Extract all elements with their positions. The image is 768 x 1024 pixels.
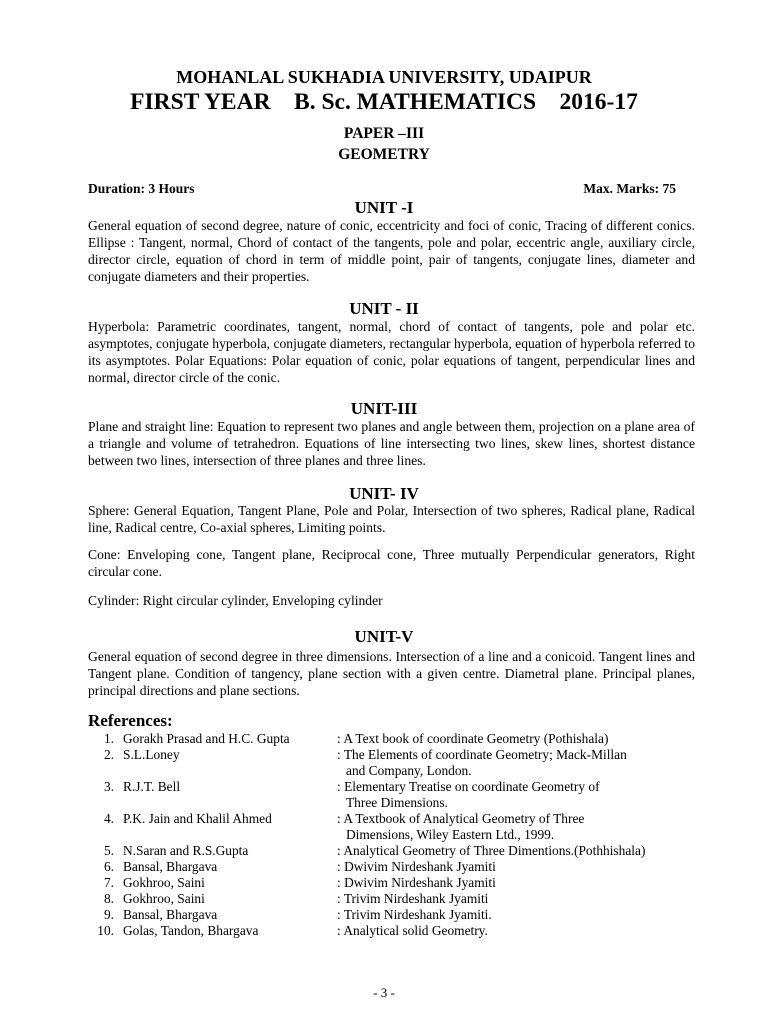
reference-author: Gorakh Prasad and H.C. Gupta bbox=[123, 731, 290, 746]
reference-title-continued: Three Dimensions. bbox=[346, 795, 448, 810]
reference-item bbox=[88, 811, 708, 843]
reference-author: P.K. Jain and Khalil Ahmed bbox=[123, 811, 272, 826]
reference-number: 2. bbox=[103, 747, 114, 762]
unit-1-title: UNIT -I bbox=[354, 198, 414, 217]
reference-author: Gokhroo, Saini bbox=[123, 891, 205, 906]
reference-number: 6. bbox=[103, 859, 114, 874]
unit-4-text-cone: Cone: Enveloping cone, Tangent plane, Reciprocal cone, Three mutually Perpendicular generators, Right circular cone. bbox=[88, 547, 695, 579]
reference-number: 8. bbox=[103, 891, 114, 906]
page-number: - 3 - bbox=[373, 985, 395, 1000]
reference-title: : A Textbook of Analytical Geometry of Three Dimensions, Wiley Eastern Ltd., 1999. bbox=[337, 811, 708, 843]
reference-author: N.Saran and R.S.Gupta bbox=[123, 843, 249, 858]
reference-title: : Elementary Treatise on coordinate Geometry of Three Dimensions. bbox=[337, 779, 708, 811]
reference-title-continued: and Company, London. bbox=[346, 763, 472, 778]
unit-5-title: UNIT-V bbox=[354, 627, 414, 646]
course-title: FIRST YEAR B. Sc. MATHEMATICS 2016-17 bbox=[130, 89, 638, 115]
reference-title: : The Elements of coordinate Geometry; Mack-Millan and Company, London. bbox=[337, 747, 708, 779]
reference-number: 4. bbox=[103, 811, 114, 826]
reference-number: 7. bbox=[103, 875, 114, 890]
reference-item bbox=[88, 907, 708, 923]
reference-item bbox=[88, 747, 708, 779]
references-heading: References: bbox=[88, 711, 173, 730]
reference-title: : Analytical solid Geometry. bbox=[337, 923, 488, 938]
reference-number: 3. bbox=[103, 779, 114, 794]
paper-number: PAPER –III bbox=[343, 125, 425, 142]
reference-number: 5. bbox=[103, 843, 114, 858]
unit-2-title: UNIT - II bbox=[349, 299, 419, 318]
reference-number: 10. bbox=[97, 923, 114, 938]
reference-title-continued: Dimensions, Wiley Eastern Ltd., 1999. bbox=[346, 827, 555, 842]
subject-title: GEOMETRY bbox=[338, 146, 430, 163]
reference-number: 9. bbox=[103, 907, 114, 922]
duration: Duration: 3 Hours bbox=[88, 181, 195, 196]
reference-author: Gokhroo, Saini bbox=[123, 875, 205, 890]
reference-item bbox=[88, 891, 708, 907]
reference-title: : Analytical Geometry of Three Dimentions.(Pothhishala) bbox=[337, 843, 646, 858]
reference-item bbox=[88, 923, 708, 939]
reference-title: : Trivim Nirdeshank Jyamiti. bbox=[337, 907, 492, 922]
max-marks: Max. Marks: 75 bbox=[583, 181, 676, 196]
reference-title: : Dwivim Nirdeshank Jyamiti bbox=[337, 875, 496, 890]
reference-author: Golas, Tandon, Bhargava bbox=[123, 923, 259, 938]
reference-item bbox=[88, 859, 708, 875]
unit-4-text-cylinder: Cylinder: Right circular cylinder, Enveloping cylinder bbox=[88, 593, 383, 608]
reference-title: : A Text book of coordinate Geometry (Pothishala) bbox=[337, 731, 609, 746]
unit-2-text: Hyperbola: Parametric coordinates, tangent, normal, chord of contact of tangents, pole and polar etc. asymptotes, conjugate hyperbola, conjugate diameters, rectangular hyperbola, equation of hyperbola referred to its asymptotes. Polar Equations: Polar equation of conic, polar equations of tangent, perpendicular lines and normal, director circle of the conic. bbox=[88, 319, 695, 385]
unit-1-text: General equation of second degree, nature of conic, eccentricity and foci of conic, Tracing of different conics. Ellipse : Tangent, normal, Chord of contact of the tangents, pole and polar, eccentric angle, auxiliary circle, director circle, equation of chord in term of middle point, pair of tangents, conjugate lines, diameter and conjugate diameters and their properties. bbox=[88, 218, 695, 284]
references-list bbox=[88, 731, 708, 939]
reference-author: Bansal, Bhargava bbox=[123, 859, 218, 874]
reference-item bbox=[88, 731, 708, 747]
reference-number: 1. bbox=[103, 731, 114, 746]
unit-4-text-sphere: Sphere: General Equation, Tangent Plane, Pole and Polar, Intersection of two spheres, Radical plane, Radical line, Radical centre, Co-axial spheres, Limiting points. bbox=[88, 503, 695, 535]
reference-author: R.J.T. Bell bbox=[123, 779, 181, 794]
unit-3-title: UNIT-III bbox=[350, 399, 418, 418]
reference-title: : Trivim Nirdeshank Jyamiti bbox=[337, 891, 489, 906]
unit-5-text: General equation of second degree in three dimensions. Intersection of a line and a conicoid. Tangent lines and Tangent plane. Condition of tangency, plane section with a given centre. Diametral plane. Principal planes, principal directions and plane sections. bbox=[88, 649, 695, 698]
unit-4-title: UNIT- IV bbox=[349, 484, 419, 503]
reference-author: S.L.Loney bbox=[123, 747, 180, 762]
unit-3-text: Plane and straight line: Equation to represent two planes and angle between them, projection on a plane area of a triangle and volume of tetrahedron. Equations of line intersecting two lines, skew lines, shortest distance between two lines, intersection of three planes and three lines. bbox=[88, 419, 695, 468]
reference-item bbox=[88, 875, 708, 891]
reference-item bbox=[88, 843, 708, 859]
reference-author: Bansal, Bhargava bbox=[123, 907, 218, 922]
reference-title: : Dwivim Nirdeshank Jyamiti bbox=[337, 859, 496, 874]
university-name: MOHANLAL SUKHADIA UNIVERSITY, UDAIPUR bbox=[176, 67, 592, 87]
reference-item bbox=[88, 779, 708, 811]
